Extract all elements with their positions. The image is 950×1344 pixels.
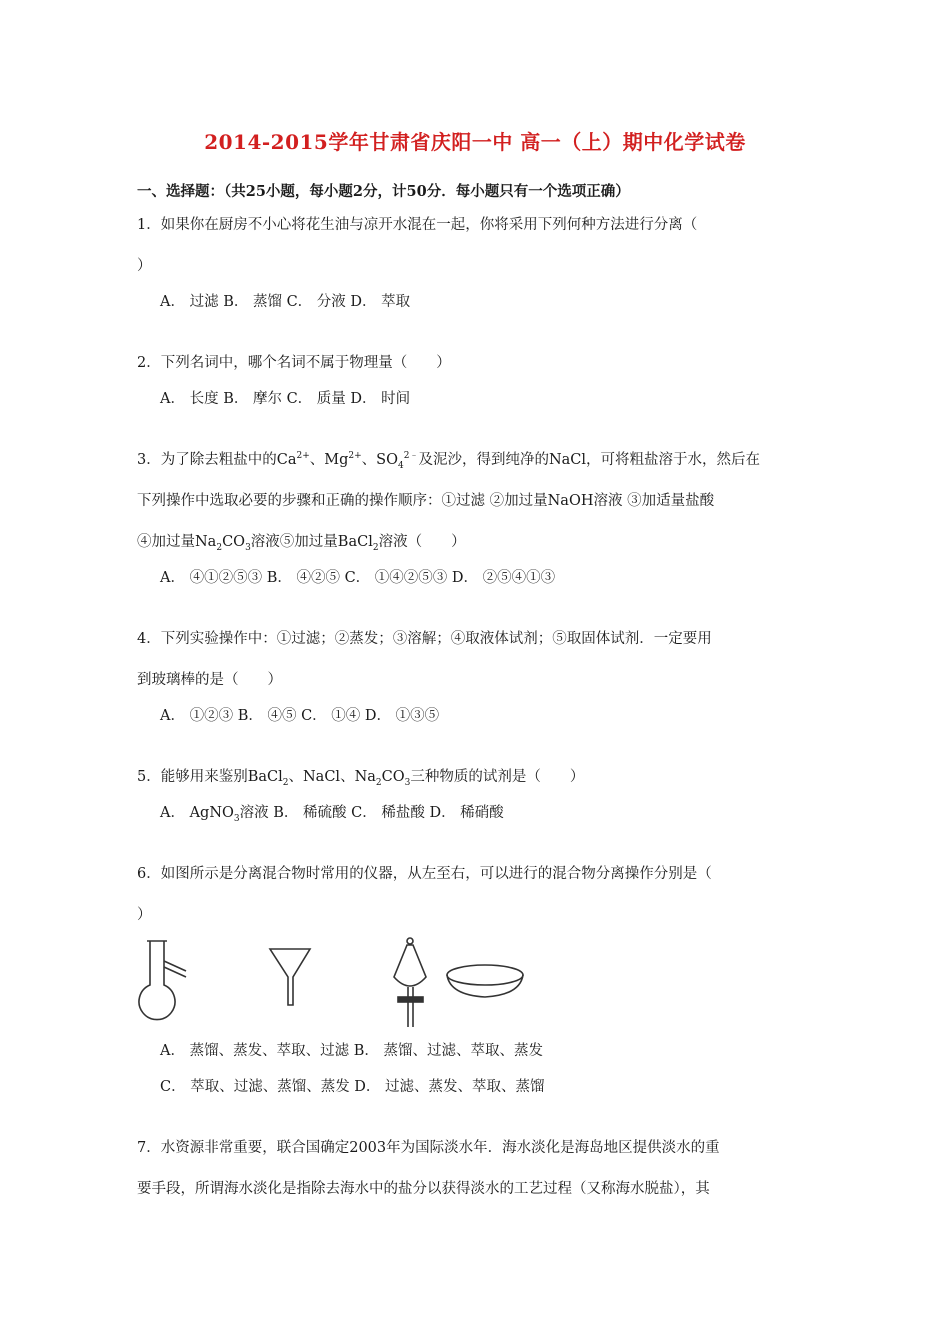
question-3-text-2: 下列操作中选取必要的步骤和正确的操作顺序：①过滤 ②加过量NaOH溶液 ③加适量盐酸 [137, 493, 715, 509]
question-6-text: 6．如图所示是分离混合物时常用的仪器，从左至右，可以进行的混合物分离操作分别是（ [137, 866, 712, 882]
question-6-options-cd: C． 萃取、过滤、蒸馏、蒸发 D． 过滤、蒸发、萃取、蒸馏 [160, 1079, 545, 1095]
question-4-options: A． ①②③ B． ④⑤ C． ①④ D． ①③⑤ [160, 708, 440, 724]
apparatus-figure [130, 935, 560, 1035]
question-5-text: 5．能够用来鉴别BaCl$_2$、NaCl、$Na_2CO_3$三种物质的试剂是（ ） [137, 769, 585, 788]
separatory-funnel-icon [394, 938, 426, 1027]
question-5-options: A． AgNO$_3$溶液 B． 稀硫酸 C． 稀盐酸 D． 稀硝酸 [160, 805, 504, 824]
question-3-options: A． ④①②⑤③ B． ④②⑤ C． ①④②⑤③ D． ②⑤④①③ [160, 570, 556, 586]
question-1-text-cont: ） [137, 258, 152, 274]
question-1-options: A． 过滤 B． 蒸馏 C． 分液 D． 萃取 [160, 294, 411, 310]
question-1-text: 1．如果你在厨房不小心将花生油与凉开水混在一起，你将采用下列何种方法进行分离（ [137, 217, 698, 233]
question-2-text: 2．下列名词中，哪个名词不属于物理量（ ） [137, 355, 451, 371]
exam-title: 2014-2015学年甘肃省庆阳一中 高一（上）期中化学试卷 [204, 130, 746, 154]
question-2-options: A． 长度 B． 摩尔 C． 质量 D． 时间 [160, 391, 411, 407]
question-6-options-ab: A． 蒸馏、蒸发、萃取、过滤 B． 蒸馏、过滤、萃取、蒸发 [160, 1043, 543, 1059]
question-3-text-3: ④加过量$Na_2CO_3$溶液⑤加过量BaCl$_2$溶液（ ） [137, 534, 466, 553]
question-4-text: 4．下列实验操作中：①过滤；②蒸发；③溶解；④取液体试剂；⑤取固体试剂．一定要用 [137, 631, 712, 647]
question-6-text-cont: ） [137, 907, 152, 923]
evaporating-dish-icon [447, 965, 523, 997]
question-4-text-cont: 到玻璃棒的是（ ） [137, 672, 282, 688]
question-7-text: 7．水资源非常重要，联合国确定2003年为国际淡水年．海水淡化是海岛地区提供淡水的重 [137, 1140, 720, 1156]
distilling-flask-icon [139, 941, 186, 1020]
section-heading: 一、选择题：（共25小题，每小题2分，计50分．每小题只有一个选项正确） [137, 183, 630, 200]
funnel-icon [270, 949, 310, 1005]
question-7-text-cont: 要手段，所谓海水淡化是指除去海水中的盐分以获得淡水的工艺过程（又称海水脱盐），其 [137, 1181, 710, 1197]
question-3-text: 3．为了除去粗盐中的$Ca^{2+}$、$Mg^{2+}$、$SO_4^{2﹣}$及泥沙，得到纯净的NaCl，可将粗盐溶于水，然后在 [137, 451, 761, 471]
